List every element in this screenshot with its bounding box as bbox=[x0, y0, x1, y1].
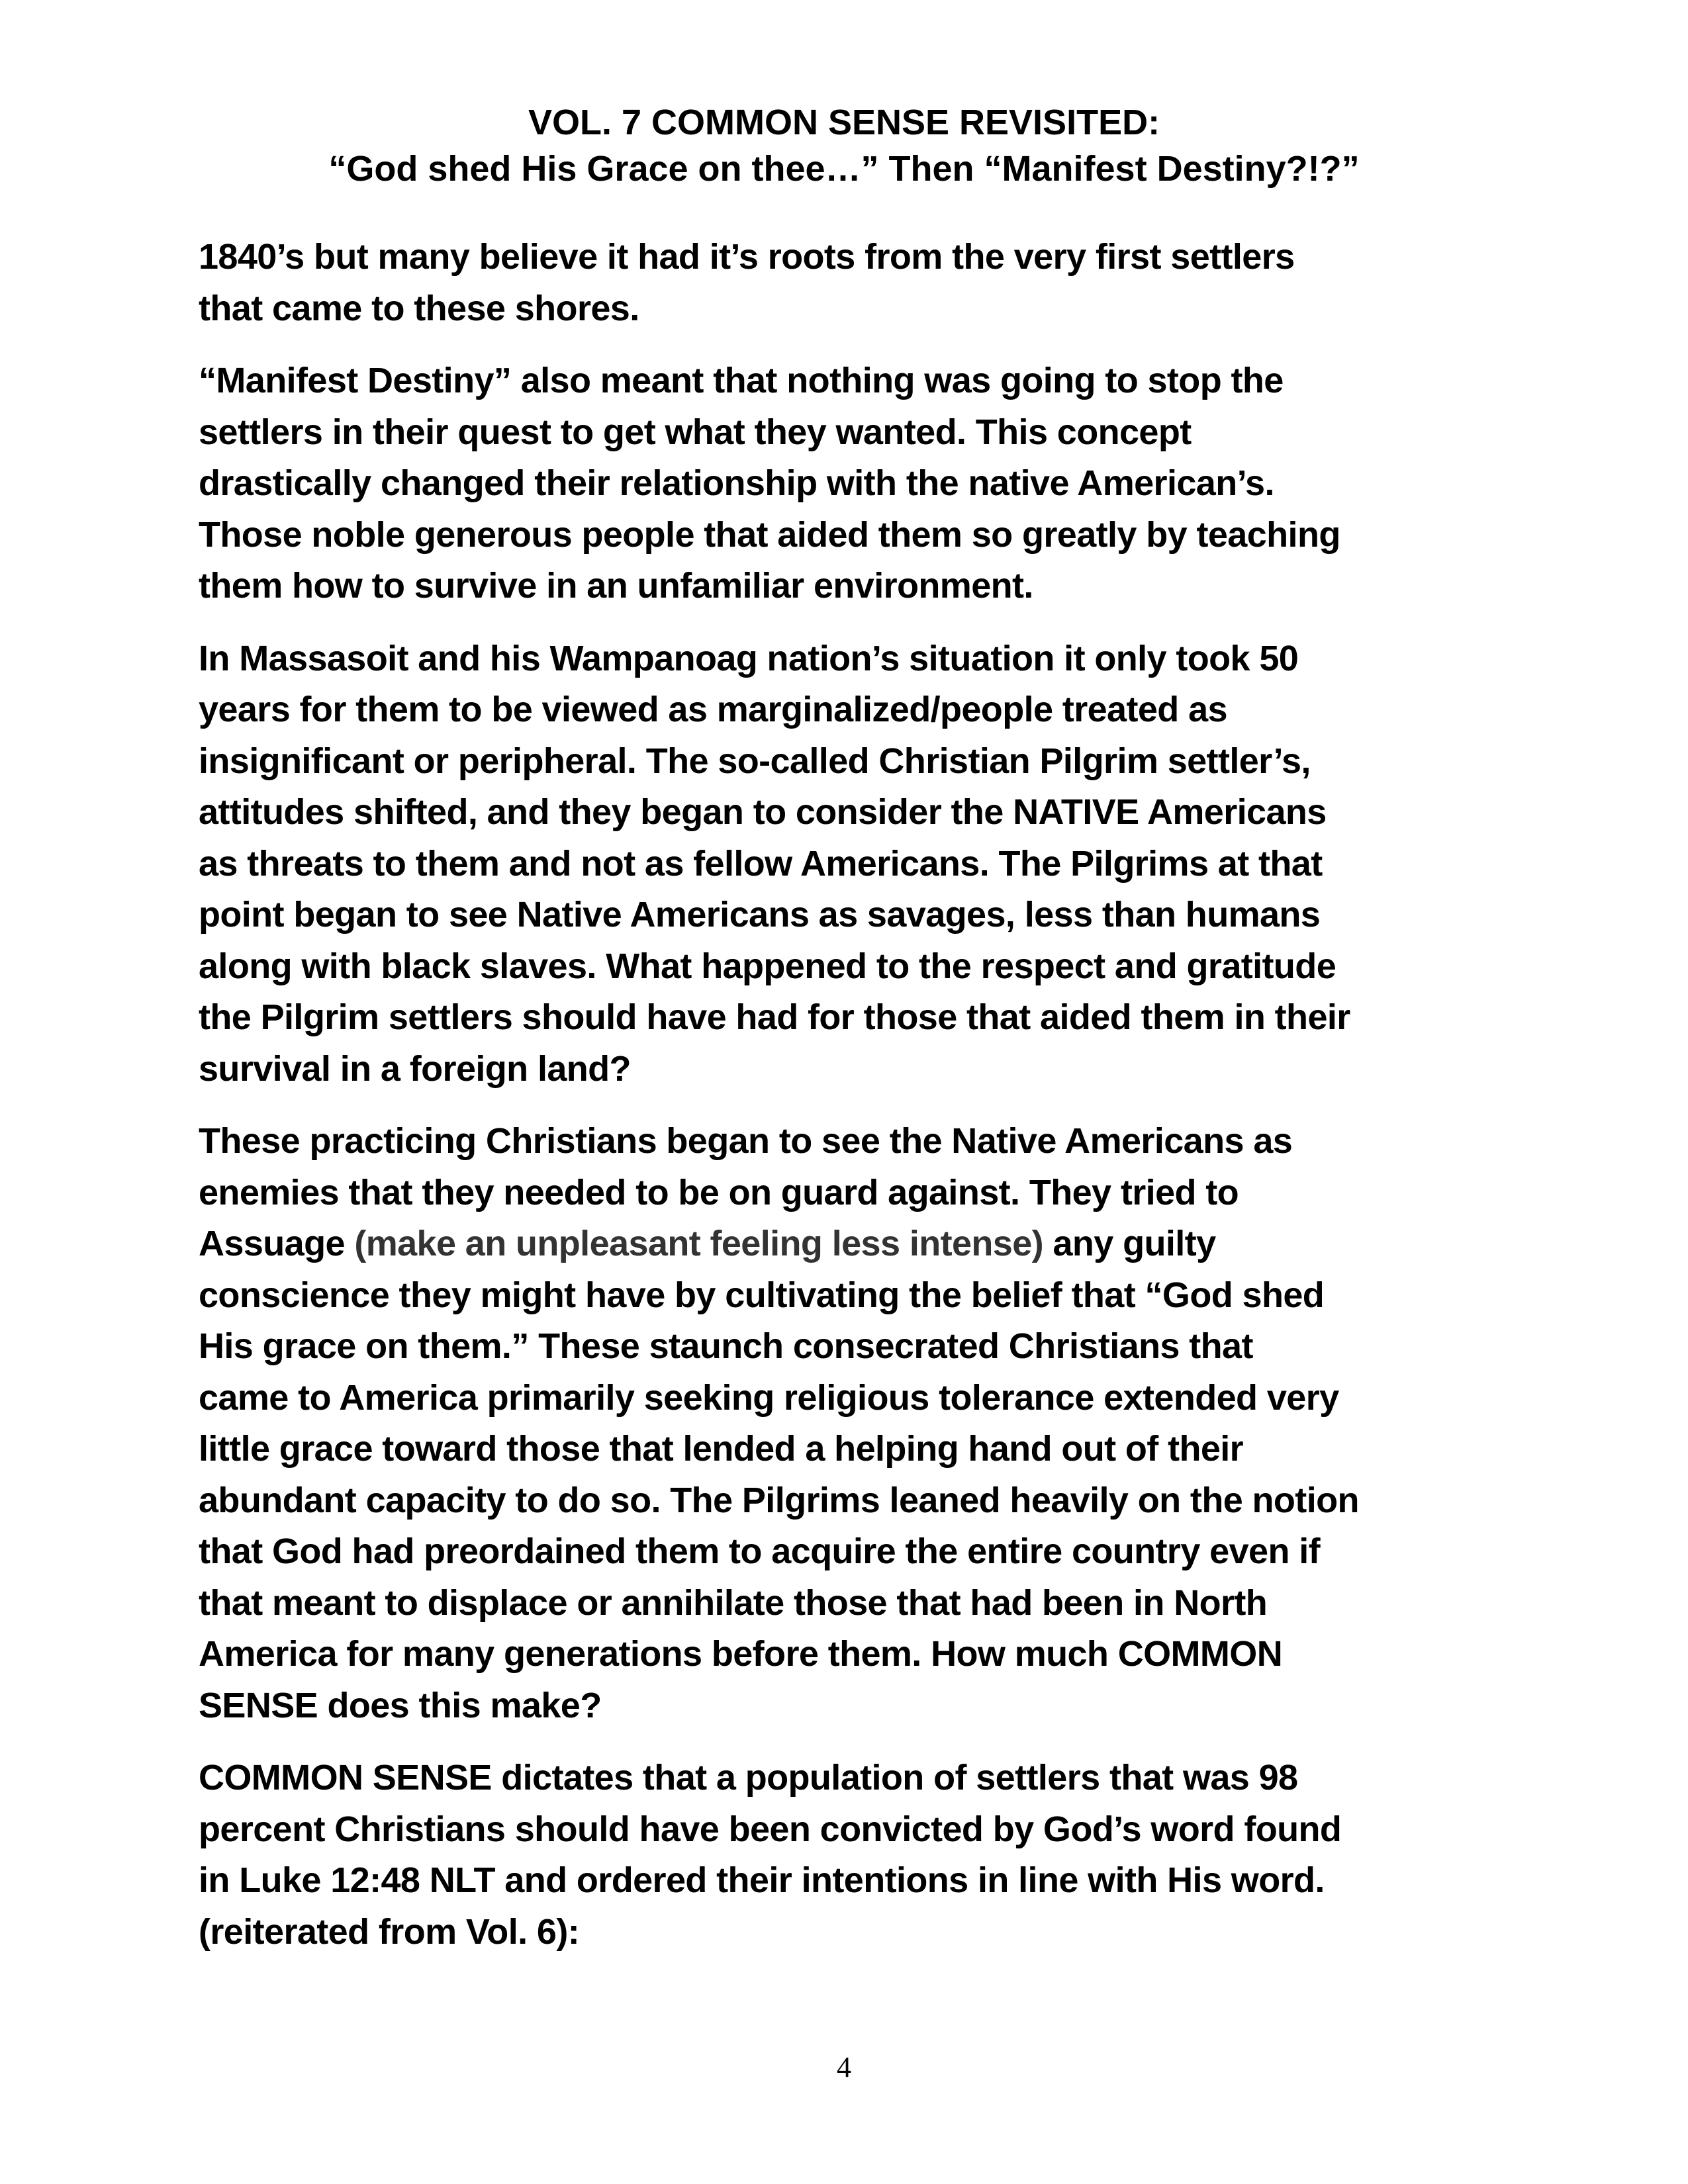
text-line: them how to survive in an unfamiliar environment. bbox=[199, 566, 1033, 606]
text-line: that God had preordained them to acquire the entire country even if bbox=[199, 1531, 1321, 1571]
text-line-assuage bbox=[199, 1218, 1523, 1270]
text-line: that meant to displace or annihilate those that had been in North bbox=[199, 1582, 1268, 1623]
text-line: insignificant or peripheral. The so-called Christian Pilgrim settler’s, bbox=[199, 741, 1311, 781]
text-line: abundant capacity to do so. The Pilgrims leaned heavily on the notion bbox=[199, 1480, 1359, 1520]
text-line: came to America primarily seeking religious tolerance extended very bbox=[199, 1377, 1339, 1418]
text-line: (reiterated from Vol. 6): bbox=[199, 1911, 580, 1952]
title-line-1: VOL. 7 COMMON SENSE REVISITED: bbox=[528, 103, 1160, 142]
text-line: In Massasoit and his Wampanoag nation’s situation it only took 50 bbox=[199, 638, 1299, 678]
paragraph-2 bbox=[199, 355, 1523, 612]
text-line: His grace on them.” These staunch consecrated Christians that bbox=[199, 1326, 1253, 1366]
text-line: “Manifest Destiny” also meant that nothing was going to stop the bbox=[199, 361, 1284, 400]
page-title bbox=[0, 99, 1688, 192]
text-line: point began to see Native Americans as savages, less than humans bbox=[199, 895, 1321, 934]
text-line: the Pilgrim settlers should have had for those that aided them in their bbox=[199, 997, 1350, 1037]
text-line: percent Christians should have been convicted by God’s word found bbox=[199, 1809, 1342, 1849]
text-line: America for many generations before them. How much COMMON bbox=[199, 1634, 1283, 1674]
text-line: in Luke 12:48 NLT and ordered their intentions in line with His word. bbox=[199, 1860, 1325, 1900]
title-line-2: “God shed His Grace on thee…” Then “Manifest Destiny?!?” bbox=[328, 149, 1360, 189]
assuage-word: Assuage bbox=[199, 1224, 355, 1263]
paragraph-4 bbox=[199, 1116, 1523, 1731]
paragraph-3 bbox=[199, 633, 1523, 1095]
text-line: along with black slaves. What happened to the respect and gratitude bbox=[199, 946, 1336, 986]
text-line: Those noble generous people that aided them so greatly by teaching bbox=[199, 514, 1340, 555]
text-line: SENSE does this make? bbox=[199, 1685, 602, 1725]
text-line: attitudes shifted, and they began to consider the NATIVE Americans bbox=[199, 792, 1327, 832]
assuage-line-end: any guilty bbox=[1043, 1224, 1216, 1263]
text-line: conscience they might have by cultivating the belief that “God shed bbox=[199, 1275, 1325, 1315]
text-line: settlers in their quest to get what they wanted. This concept bbox=[199, 412, 1192, 452]
text-line: as threats to them and not as fellow Americans. The Pilgrims at that bbox=[199, 843, 1323, 884]
text-line: years for them to be viewed as marginalized/people treated as bbox=[199, 690, 1227, 729]
text-line: 1840’s but many believe it had it’s roots from the very first settlers bbox=[199, 237, 1295, 277]
body-text bbox=[199, 232, 1523, 1979]
page-number: 4 bbox=[837, 2051, 851, 2083]
text-line: little grace toward those that lended a helping hand out of their bbox=[199, 1429, 1244, 1469]
paragraph-5 bbox=[199, 1752, 1523, 1958]
text-line: that came to these shores. bbox=[199, 288, 639, 328]
assuage-definition: (make an unpleasant feeling less intense) bbox=[354, 1224, 1044, 1263]
text-line: COMMON SENSE dictates that a population of settlers that was 98 bbox=[199, 1758, 1298, 1797]
text-line: drastically changed their relationship with the native American’s. bbox=[199, 463, 1274, 503]
text-line: These practicing Christians began to see the Native Americans as bbox=[199, 1121, 1293, 1161]
paragraph-1 bbox=[199, 232, 1523, 334]
text-line: enemies that they needed to be on guard against. They tried to bbox=[199, 1172, 1239, 1212]
text-line: survival in a foreign land? bbox=[199, 1048, 631, 1089]
